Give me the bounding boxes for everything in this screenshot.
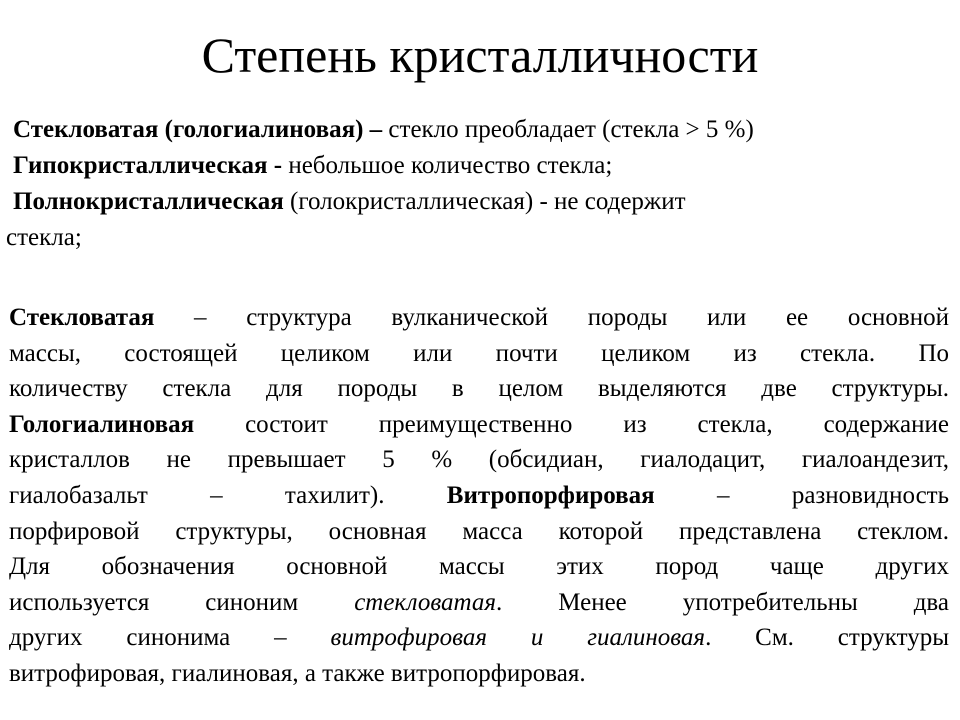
definition-item <box>6 148 946 184</box>
description-paragraph <box>9 300 949 692</box>
paragraph-line <box>9 371 949 407</box>
term-steklovataya: Стекловатая <box>9 304 155 331</box>
paragraph-text: других синонима – <box>9 624 331 652</box>
paragraph-text: количеству стекла для породы в целом выделяются две структуры. <box>9 375 949 403</box>
paragraph-text: кристаллов не превышает 5 % (обсидиан, гиалодацит, гиалоандезит, <box>9 446 949 474</box>
paragraph-text: массы, состоящей целиком или почти целиком из стекла. По <box>9 339 949 367</box>
paragraph-line <box>9 300 949 336</box>
definition-continuation <box>6 220 946 256</box>
paragraph-line <box>9 620 949 656</box>
paragraph-text: . См. структуры <box>705 624 949 652</box>
synonym-italic: стекловатая <box>354 588 496 616</box>
definition-text: стекло преобладает (стекла > 5 %) <box>382 116 754 143</box>
definition-term: Стекловатая (гологиалиновая) – <box>13 116 383 143</box>
paragraph-line <box>9 656 949 692</box>
definition-term: Гипокристаллическая - <box>13 152 283 179</box>
synonym-italic: витрофировая и гиалиновая <box>330 624 706 652</box>
paragraph-text: состоит преимущественно из стекла, содержание <box>194 410 949 438</box>
paragraph-line <box>9 549 949 585</box>
paragraph-line <box>9 442 949 478</box>
paragraph-text: Для обозначения основной массы этих пород чаще других <box>9 553 949 581</box>
definition-text: стекла; <box>6 224 82 251</box>
paragraph-text: витрофировая, гиалиновая, а также витропорфировая. <box>9 659 586 687</box>
definition-text: небольшое количество стекла; <box>282 152 613 179</box>
paragraph-line <box>9 585 949 621</box>
definition-term: Полнокристаллическая <box>13 188 284 215</box>
term-vitroporfirovaya: Витропорфировая <box>446 481 655 509</box>
definition-item <box>6 184 946 220</box>
definition-text: (голокристаллическая) - не содержит <box>283 188 686 215</box>
paragraph-text: . Менее употребительны два <box>496 588 949 616</box>
paragraph-line <box>9 407 949 443</box>
paragraph-line <box>9 478 949 514</box>
slide-title: Степень кристалличности <box>201 27 759 83</box>
definition-item <box>6 112 946 148</box>
paragraph-text: – структура вулканической породы или ее основной <box>154 304 949 331</box>
paragraph-text: гиалобазальт – тахилит). <box>9 481 447 509</box>
definitions-list <box>6 112 946 256</box>
paragraph-text: используется синоним <box>9 588 355 616</box>
paragraph-text: – разновидность <box>654 481 949 509</box>
paragraph-text: порфировой структуры, основная масса которой представлена стеклом. <box>9 517 949 545</box>
paragraph-line <box>9 514 949 550</box>
term-gologialinovaya: Гологиалиновая <box>9 410 195 438</box>
paragraph-line <box>9 336 949 372</box>
